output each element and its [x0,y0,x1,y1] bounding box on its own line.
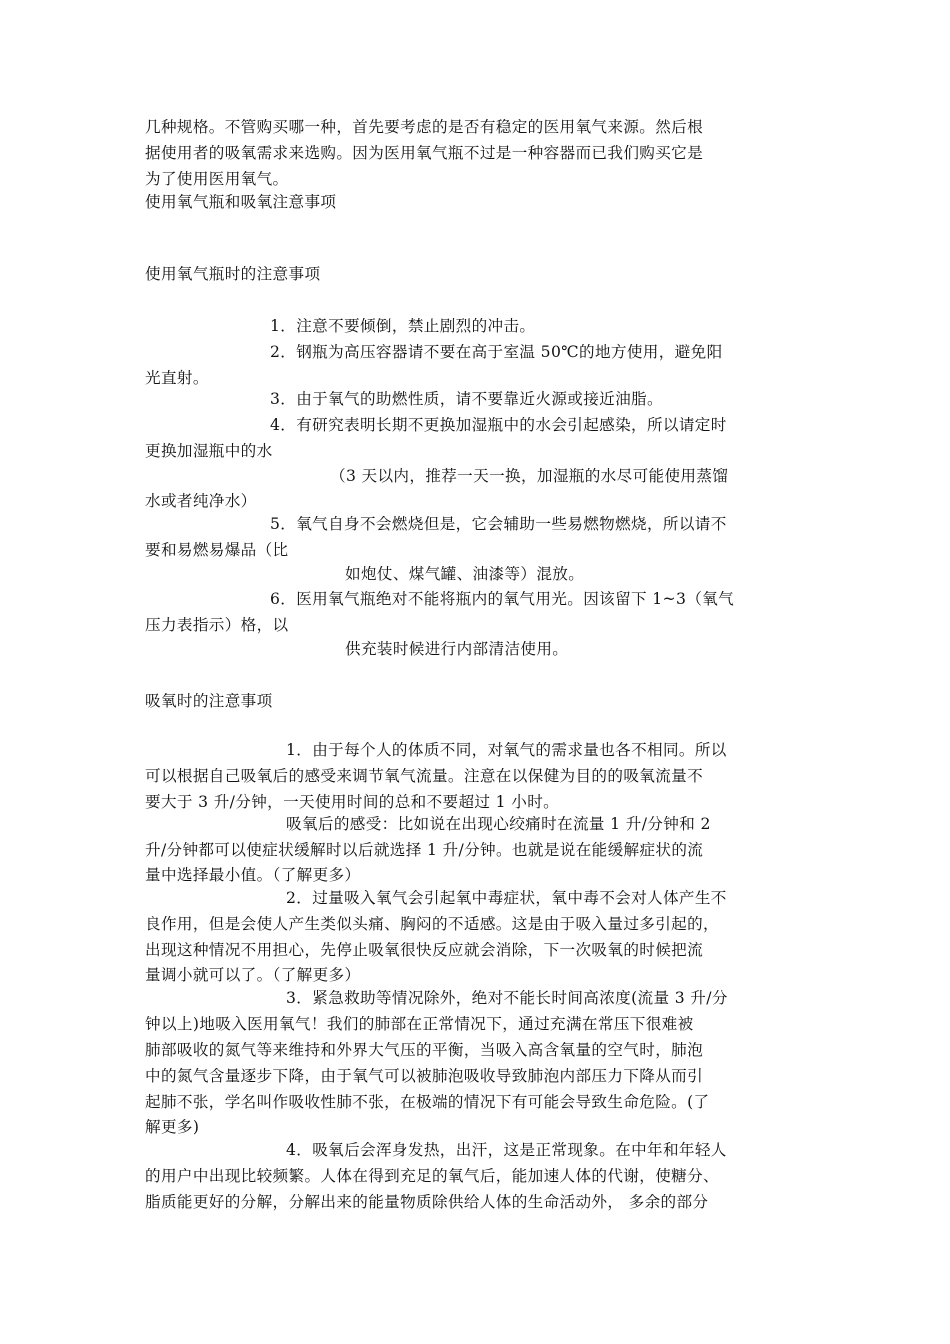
intro-line: 几种规格。不管购买哪一种，首先要考虑的是否有稳定的医用氧气来源。然后根 [145,118,704,136]
inhalation-item: 升/分钟都可以使症状缓解时以后就选择 1 升/分钟。也就是说在能缓解症状的流 [145,841,704,859]
inhalation-item: 要大于 3 升/分钟，一天使用时间的总和不要超过 1 小时。 [145,793,560,811]
cylinder-item: 如炮仗、煤气罐、油漆等）混放。 [345,565,585,583]
cylinder-item: 更换加湿瓶中的水 [145,442,273,460]
inhalation-item: 2．过量吸入氧气会引起氧中毒症状，氧中毒不会对人体产生不 [286,889,727,907]
inhalation-item: 脂质能更好的分解，分解出来的能量物质除供给人体的生命活动外， 多余的部分 [145,1193,709,1211]
cylinder-item: 2．钢瓶为高压容器请不要在高于室温 50℃的地方使用，避免阳 [270,343,723,361]
inhalation-item: 吸氧后的感受：比如说在出现心绞痛时在流量 1 升/分钟和 2 [286,815,711,833]
section-title-inhalation: 吸氧时的注意事项 [145,692,273,710]
cylinder-item: 要和易燃易爆品（比 [145,541,289,559]
inhalation-item: 可以根据自己吸氧后的感受来调节氧气流量。注意在以保健为目的的吸氧流量不 [145,767,704,785]
inhalation-item: 中的氮气含量逐步下降，由于氧气可以被肺泡吸收导致肺泡内部压力下降从而引 [145,1067,704,1085]
intro-line: 为了使用医用氧气。 [145,170,289,188]
section-title-cylinder: 使用氧气瓶时的注意事项 [145,265,321,283]
intro-line: 据使用者的吸氧需求来选购。因为医用氧气瓶不过是一种容器而已我们购买它是 [145,144,704,162]
cylinder-item: 6．医用氧气瓶绝对不能将瓶内的氧气用光。因该留下 1~3（氧气 [270,590,735,608]
inhalation-item: 解更多) [145,1118,200,1136]
cylinder-item: 1．注意不要倾倒，禁止剧烈的冲击。 [270,317,536,335]
cylinder-item: 光直射。 [145,369,209,387]
cylinder-item: 供充装时候进行内部清洁使用。 [345,640,569,658]
inhalation-item: 量中选择最小值。（了解更多） [145,866,361,884]
cylinder-item: 水或者纯净水） [145,492,257,510]
inhalation-item: 3．紧急救助等情况除外，绝对不能长时间高浓度(流量 3 升/分 [286,989,728,1007]
cylinder-item: 压力表指示）格，以 [145,616,289,634]
cylinder-item: 3．由于氧气的助燃性质，请不要靠近火源或接近油脂。 [270,390,663,408]
inhalation-item: 起肺不张，学名叫作吸收性肺不张，在极端的情况下有可能会导致生命危险。(了 [145,1093,710,1111]
inhalation-item: 肺部吸收的氮气等来维持和外界大气压的平衡，当吸入高含氧量的空气时，肺泡 [145,1041,704,1059]
cylinder-item: 4．有研究表明长期不更换加湿瓶中的水会引起感染，所以请定时 [270,416,727,434]
inhalation-item: 良作用，但是会使人产生类似头痛、胸闷的不适感。这是由于吸入量过多引起的， [145,915,719,933]
inhalation-item: 钟以上)地吸入医用氧气！我们的肺部在正常情况下，通过充满在常压下很难被 [145,1015,694,1033]
cylinder-item: 5．氧气自身不会燃烧但是，它会辅助一些易燃物燃烧，所以请不 [270,515,727,533]
inhalation-item: 出现这种情况不用担心，先停止吸氧很快反应就会消除，下一次吸氧的时候把流 [145,941,704,959]
inhalation-item: 1．由于每个人的体质不同，对氧气的需求量也各不相同。所以 [286,741,727,759]
document-heading: 使用氧气瓶和吸氧注意事项 [145,193,337,211]
inhalation-item: 量调小就可以了。（了解更多） [145,966,361,984]
inhalation-item: 4．吸氧后会浑身发热，出汗，这是正常现象。在中年和年轻人 [286,1141,727,1159]
cylinder-item: （3 天以内，推荐一天一换，加湿瓶的水尽可能使用蒸馏 [330,467,729,485]
inhalation-item: 的用户中出现比较频繁。人体在得到充足的氧气后，能加速人体的代谢，使糖分、 [145,1167,719,1185]
